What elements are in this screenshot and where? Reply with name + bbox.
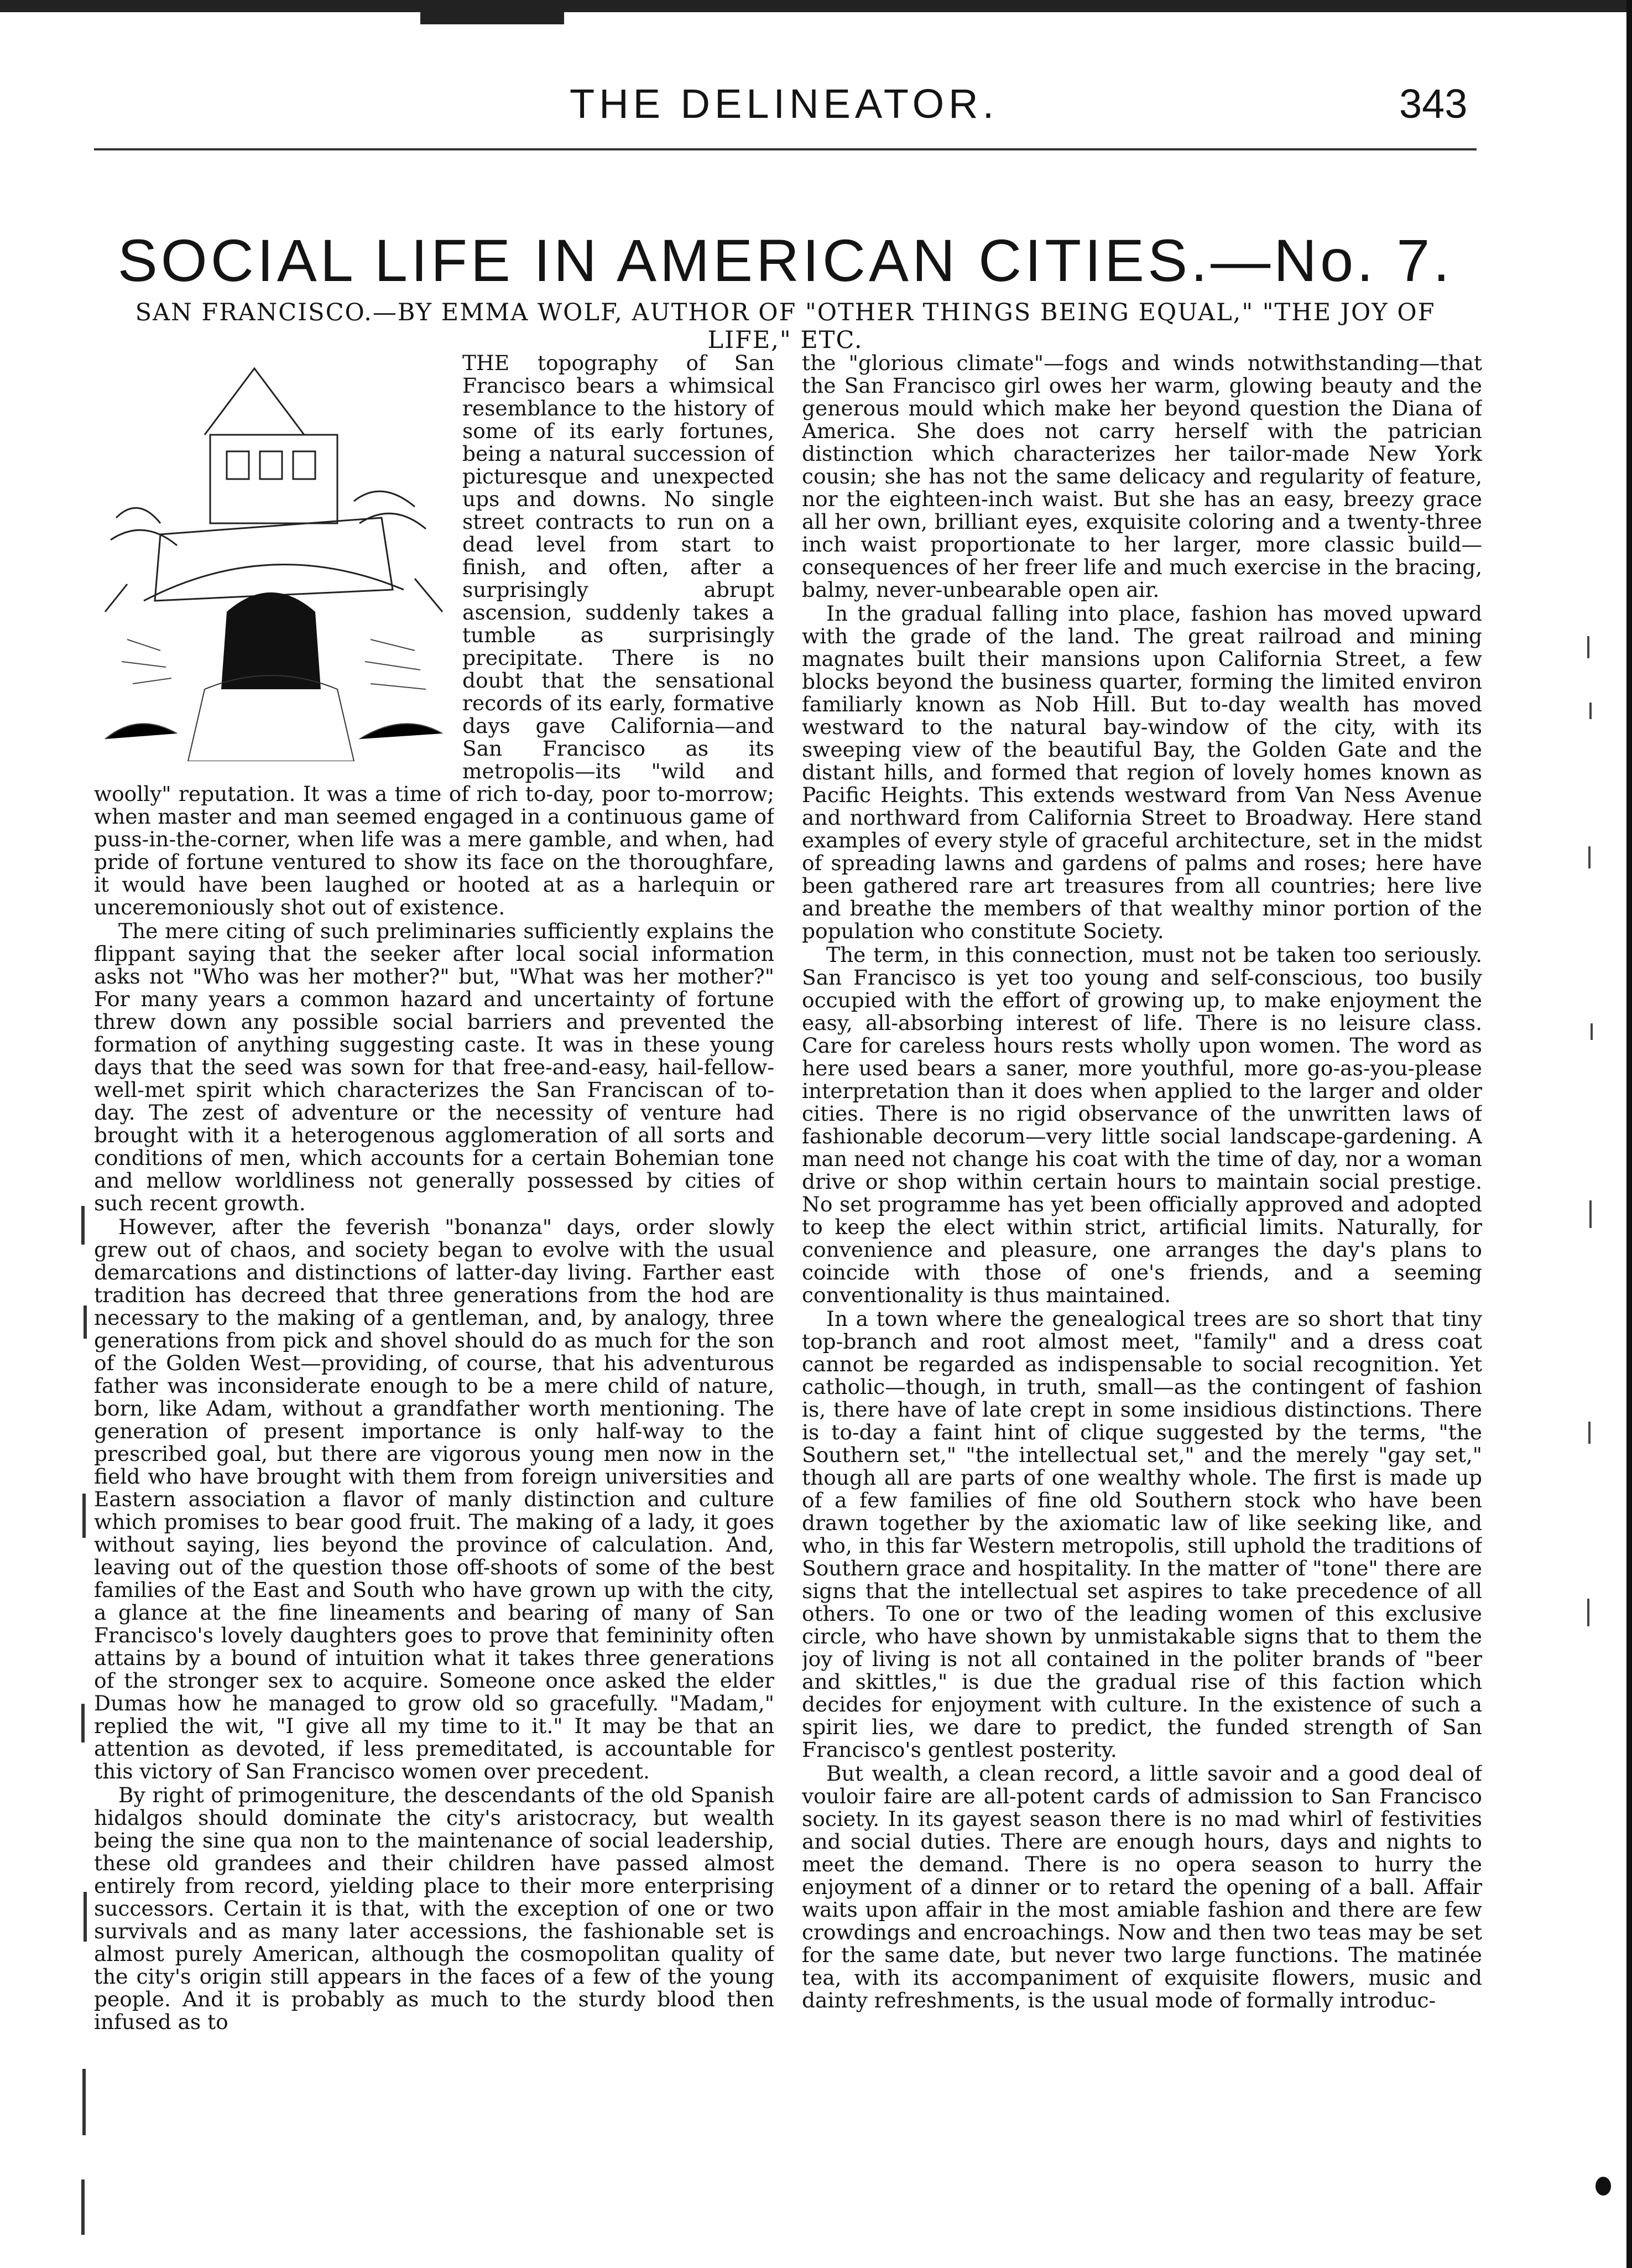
- paragraph-7: The term, in this connection, must not be taken too seriously. San Francisco is yet too young and self-conscious, too busily occupied with the effort of growing up, to make enjoyment the easy, all-absorbing interest of life. There is no leisure class. Care for careless hours rests wholly upon women. The word as here used bears a saner, more youthful, more go-as-you-please interpretation than it does when applied to the larger and older cities. There is no rigid observance of the unwritten laws of fashionable decorum—very little social landscape-gardening. A man need not change his coat with the time of day, nor a woman drive or shop within certain hours to maintain social prestige. No set programme has yet been officially approved and adopted to keep the elect within strict, artificial limits. Naturally, for convenience and pleasure, one arranges the day's plans to coincide with those of one's friends, and a seeming conventionality is thus maintained.: [802, 943, 1482, 1307]
- gateway-illustration: [94, 352, 448, 761]
- paragraph-5: the "glorious climate"—fogs and winds notwithstanding—that the San Francisco girl owes her warm, glowing beauty and the generous mould which make her beyond question the Diana of America. She does not carry herself with the patrician distinction which characterizes her tailor-made New York cousin; she has not the same delicacy and regularity of feature, nor the eighteen-inch waist. But she has an easy, breezy grace all her own, brilliant eyes, exquisite coloring and a twenty-three inch waist proportionate to her larger, more classic build—consequences of her freer life and much exercise in the bracing, balmy, never-unbearable open air.: [802, 352, 1482, 602]
- bottom-ink-mark: [1595, 2177, 1611, 2196]
- header-rule: [94, 148, 1477, 150]
- paragraph-3: However, after the feverish "bonanza" days, order slowly grew out of chaos, and society began to evolve with the usual demarcations and distinctions of latter-day living. Farther east tradition has decreed that three generations from the hod are necessary to the making of a gentleman, and, by analogy, three generations from pick and shovel should do as much for the son of the Golden West—providing, of course, that his adventurous father was inconsiderate enough to be a mere child of nature, born, like Adam, without a grandfather worth mentioning. The generation of present importance is only half-way to the prescribed goal, but there are vigorous young men now in the field who have brought with them from foreign universities and Eastern association a flavor of manly distinction and culture which promises to bear good fruit. The making of a lady, it goes without saying, lies beyond the province of calculation. And, leaving out of the question those off-shoots of some of the best families of the East and South who have grown up with the city, a glance at the fine lineaments and bearing of many of San Francisco's lovely daughters goes to prove that femininity often attains by a bound of intuition what it takes three generations of the stronger sex to acquire. Someone once asked the elder Dumas how he managed to grow old so gracefully. "Madam," replied the wit, "I give all my time to it." It may be that an attention as devoted, if less premeditated, is accountable for this victory of San Francisco women over precedent.: [94, 1215, 774, 1783]
- left-gutter-marks: [80, 1206, 97, 2246]
- gateway-engraving-icon: [94, 352, 448, 761]
- page-number: 343: [1399, 81, 1468, 127]
- right-margin-marks: [1582, 636, 1604, 1632]
- paragraph-6: In the gradual falling into place, fashion has moved upward with the grade of the land. The great railroad and mining magnates built their mansions upon California Street, a few blocks beyond the business quarter, forming the limited environ familiarly known as Nob Hill. But to-day wealth has moved westward to the natural bay-window of the city, with its sweeping view of the beautiful Bay, the Golden Gate and the distant hills, and formed that region of lovely homes known as Pacific Heights. This extends westward from Van Ness Avenue and northward from California Street to Broadway. Here stand examples of every style of graceful architecture, set in the midst of spreading lawns and gardens of palms and roses; here have been gathered rare art treasures from all countries; here live and breathe the members of that wealthy minor portion of the population who constitute Society.: [802, 601, 1482, 943]
- article-title: SOCIAL LIFE IN AMERICAN CITIES.—No. 7.: [117, 227, 1453, 294]
- left-column: [94, 352, 774, 2199]
- publication-title: THE DELINEATOR.: [570, 81, 999, 127]
- paragraph-4: By right of primogeniture, the descendants of the old Spanish hidalgos should dominate the city's aristocracy, but wealth being the sine qua non to the maintenance of social leadership, these old grandees and their children have passed almost entirely from record, yielding place to their more enterprising successors. Certain it is that, with the exception of one or two survivals and as many later accessions, the fashionable set is almost purely American, although the cosmopolitan quality of the city's origin still appears in the faces of a few of the young people. And it is probably as much to the sturdy blood then infused as to: [94, 1783, 774, 2034]
- paragraph-8: In a town where the genealogical trees are so short that tiny top-branch and root almost meet, "family" and a dress coat cannot be regarded as indispensable to social recognition. Yet catholic—though, in truth, small—as the contingent of fashion is, there have of late crept in some insidious distinctions. There is to-day a faint hint of clique suggested by the terms, "the Southern set," "the intellectual set," and the merely "gay set," though all are parts of one wealthy whole. The first is made up of a few families of fine old Southern stock who have been drawn together by the axiomatic law of like seeking like, and who, in this far Western metropolis, still uphold the traditions of Southern grace and hospitality. In the matter of "tone" there are signs that the intellectual set aspires to take precedence of all others. To one or two of the leading women of this exclusive circle, who have shown by unmistakable signs that to them the joy of living is not all contained in the politer brands of "beer and skittles," is due the gradual rise of this faction which decides for enjoyment with culture. In the existence of such a spirit lies, we dare to predict, the funded strength of San Francisco's gentlest posterity.: [802, 1307, 1482, 1762]
- top-scan-rule: [0, 0, 1632, 12]
- right-column: [802, 352, 1482, 2199]
- article-byline: SAN FRANCISCO.—BY EMMA WOLF, AUTHOR OF "OTHER THINGS BEING EQUAL," "THE JOY OF LIFE," ETC.: [135, 299, 1436, 354]
- running-header: [0, 80, 1632, 141]
- paragraph-9: But wealth, a clean record, a little savoir and a good deal of vouloir faire are all-potent cards of admission to San Francisco society. In its gayest season there is no mad whirl of festivities and social duties. There are enough hours, days and nights to meet the demand. There is no opera season to hurry the enjoyment of a dinner or to retard the opening of a ball. Affair waits upon affair in the most amiable fashion and there are few crowdings and encroachings. Now and then two teas may be set for the same date, but never two large functions. The matinée tea, with its accompaniment of exquisite flowers, music and dainty refreshments, is the usual mode of formally introduc-: [802, 1761, 1482, 2012]
- paragraph-2: The mere citing of such preliminaries sufficiently explains the flippant saying that the seeker after local social information asks not "Who was her mother?" but, "What was her mother?" For many years a common hazard and uncertainty of fortune threw down any possible social barriers and prevented the formation of anything suggesting caste. It was in these young days that the seed was sown for that free-and-easy, hail-fellow-well-met spirit which characterizes the San Franciscan of to-day. The zest of adventure or the necessity of venture had brought with it a heterogenous agglomeration of all sorts and conditions of men, which accounts for a certain Bohemian tone and mellow worldliness not generally possessed by cities of such recent growth.: [94, 919, 774, 1215]
- paragraph-1: THE topography of San Francisco bears a whimsical resemblance to the history of some of its early fortunes, being a natural succession of picturesque and unexpected ups and downs. No single street contracts to run on a dead level from start to finish, and often, after a surprisingly abrupt ascension, suddenly takes a tumble as surprisingly precipitate. There is no doubt that the sensational records of its early, formative days gave California—and San Francisco as its metropolis—its "wild and woolly" reputation. It was a time of rich to-day, poor to-morrow; when master and man seemed engaged in a continuous game of puss-in-the-corner, when life was a mere gamble, and when, had pride of fortune ventured to show its face on the thoroughfare, it would have been laughed or hooted at as a harlequin or unceremoniously shot out of existence.: [94, 352, 774, 919]
- scan-edge: [1626, 0, 1632, 2268]
